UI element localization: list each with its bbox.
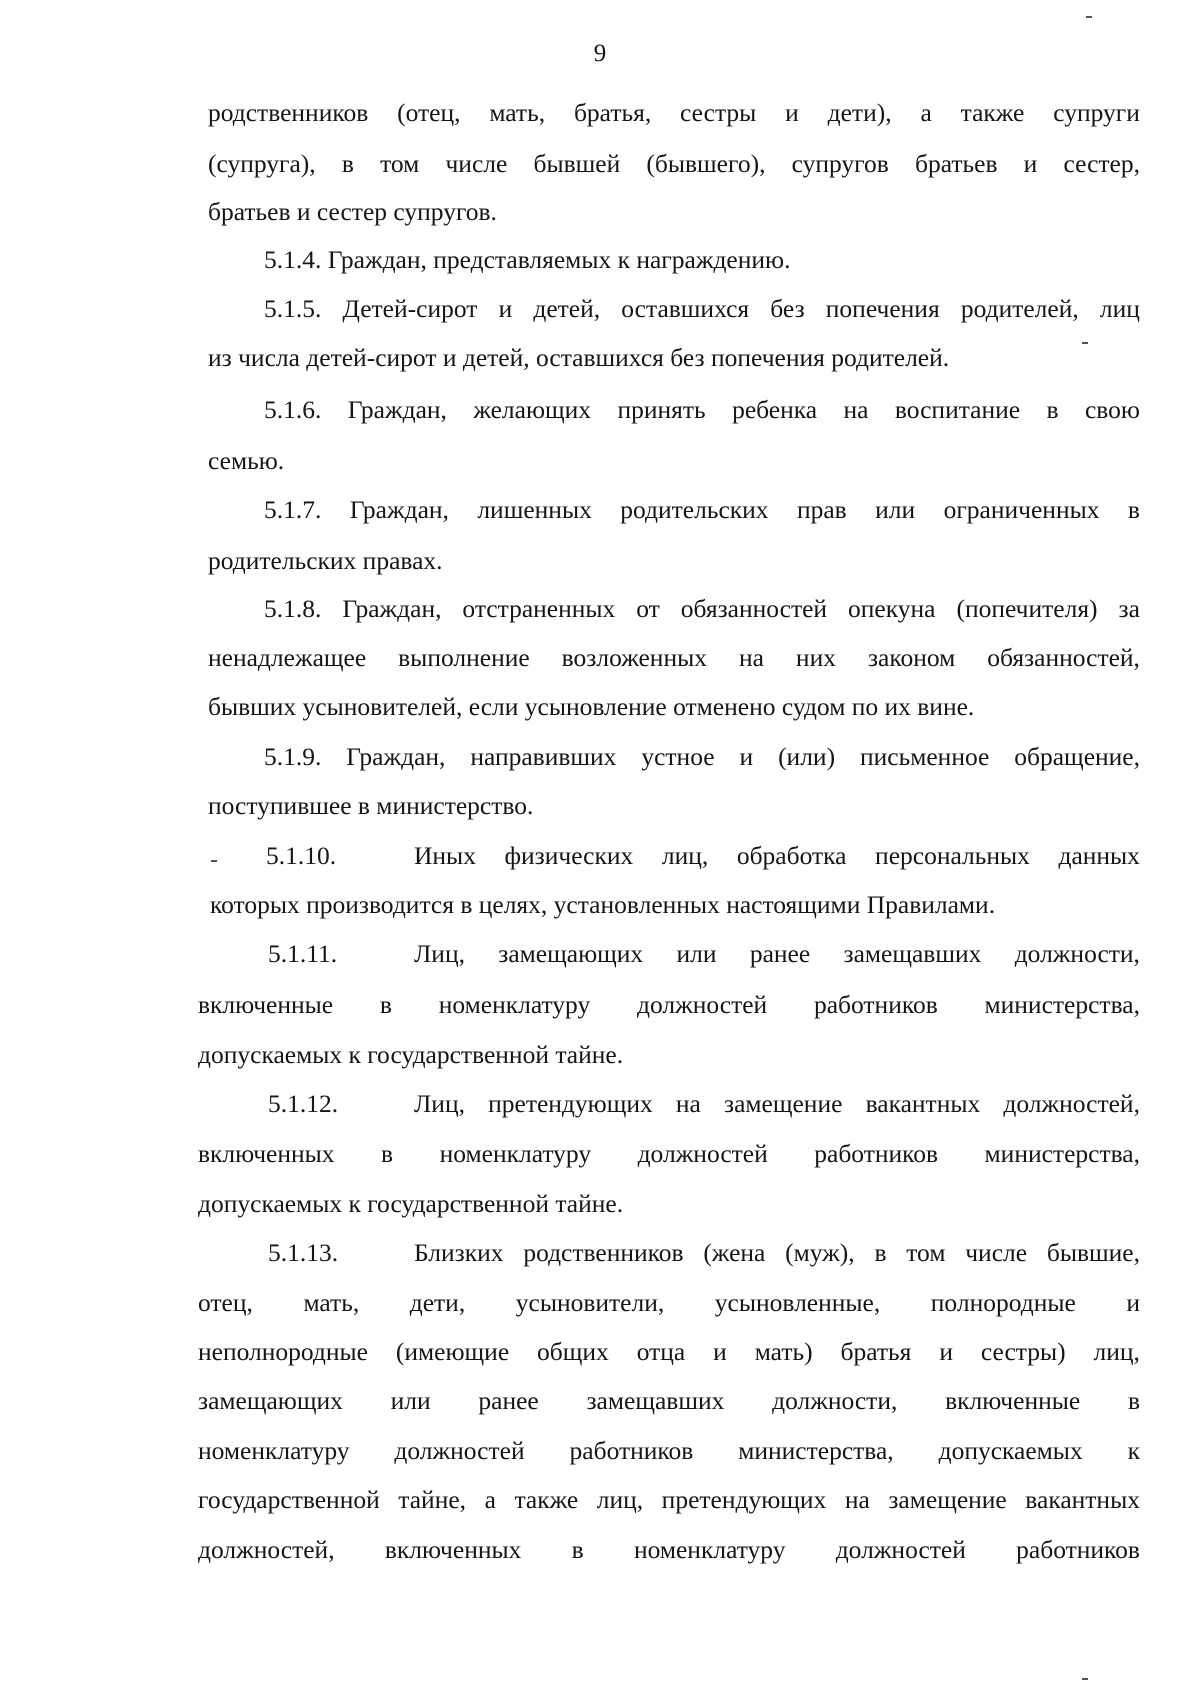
paragraph-line: которых производится в целях, установленных настоящими Правилами.	[210, 890, 996, 919]
paragraph-line: 5.1.5. Детей-сирот и детей, оставшихся без попечения родителей, лиц	[264, 294, 1140, 323]
paragraph-line: отец, мать, дети, усыновители, усыновленные, полнородные и	[198, 1288, 1140, 1317]
paragraph-line: 5.1.6. Граждан, желающих принять ребенка на воспитание в свою	[264, 395, 1140, 424]
paragraph-line: бывших усыновителей, если усыновление отменено судом по их вине.	[208, 692, 975, 721]
paragraph-line: допускаемых к государственной тайне.	[198, 1040, 624, 1069]
paragraph-line: Близких родственников (жена (муж), в том числе бывшие,	[414, 1238, 1140, 1267]
paragraph-line: Лиц, претендующих на замещение вакантных должностей,	[414, 1089, 1140, 1118]
paragraph-line: допускаемых к государственной тайне.	[198, 1189, 624, 1218]
paragraph-line: братьев и сестер супругов.	[208, 197, 497, 226]
paragraph-number: 5.1.12.	[268, 1089, 339, 1118]
scan-speck	[1082, 1678, 1088, 1680]
paragraph-line: 5.1.8. Граждан, отстраненных от обязанностей опекуна (попечителя) за	[264, 594, 1140, 623]
scan-speck	[1086, 16, 1092, 18]
paragraph-line: (супруга), в том числе бывшей (бывшего), супругов братьев и сестер,	[208, 149, 1140, 178]
paragraph-line: включенные в номенклатуру должностей работников министерства,	[198, 990, 1140, 1019]
paragraph-line: номенклатуру должностей работников министерства, допускаемых к	[198, 1436, 1140, 1465]
page-number: 9	[593, 40, 607, 67]
paragraph-line: должностей, включенных в номенклатуру должностей работников	[198, 1535, 1140, 1564]
paragraph-line: неполнородные (имеющие общих отца и мать) братья и сестры) лиц,	[198, 1337, 1140, 1366]
paragraph-line: родственников (отец, мать, братья, сестры и дети), а также супруги	[208, 98, 1140, 127]
paragraph-line: замещающих или ранее замещавших должности, включенные в	[198, 1386, 1140, 1415]
paragraph-line: 5.1.9. Граждан, направивших устное и (или) письменное обращение,	[264, 742, 1140, 771]
scan-speck	[1082, 342, 1088, 344]
paragraph-number: 5.1.13.	[268, 1238, 339, 1267]
paragraph-line: семью.	[208, 446, 285, 475]
paragraph-line: ненадлежащее выполнение возложенных на них законом обязанностей,	[208, 643, 1140, 672]
paragraph-line: родительских правах.	[208, 546, 443, 575]
paragraph-line: Лиц, замещающих или ранее замещавших должности,	[414, 939, 1140, 968]
paragraph-line: поступившее в министерство.	[208, 791, 534, 820]
scan-speck	[211, 860, 217, 862]
paragraph-number: 5.1.10.	[266, 841, 337, 870]
paragraph-line: государственной тайне, а также лиц, претендующих на замещение вакантных	[198, 1485, 1140, 1514]
paragraph-line: Иных физических лиц, обработка персональных данных	[414, 841, 1140, 870]
paragraph-number: 5.1.11.	[268, 939, 338, 968]
paragraph-line: из числа детей-сирот и детей, оставшихся без попечения родителей.	[208, 343, 950, 372]
paragraph-line: включенных в номенклатуру должностей работников министерства,	[198, 1139, 1140, 1168]
paragraph-line: 5.1.4. Граждан, представляемых к награждению.	[264, 245, 791, 274]
paragraph-line: 5.1.7. Граждан, лишенных родительских прав или ограниченных в	[264, 495, 1140, 524]
